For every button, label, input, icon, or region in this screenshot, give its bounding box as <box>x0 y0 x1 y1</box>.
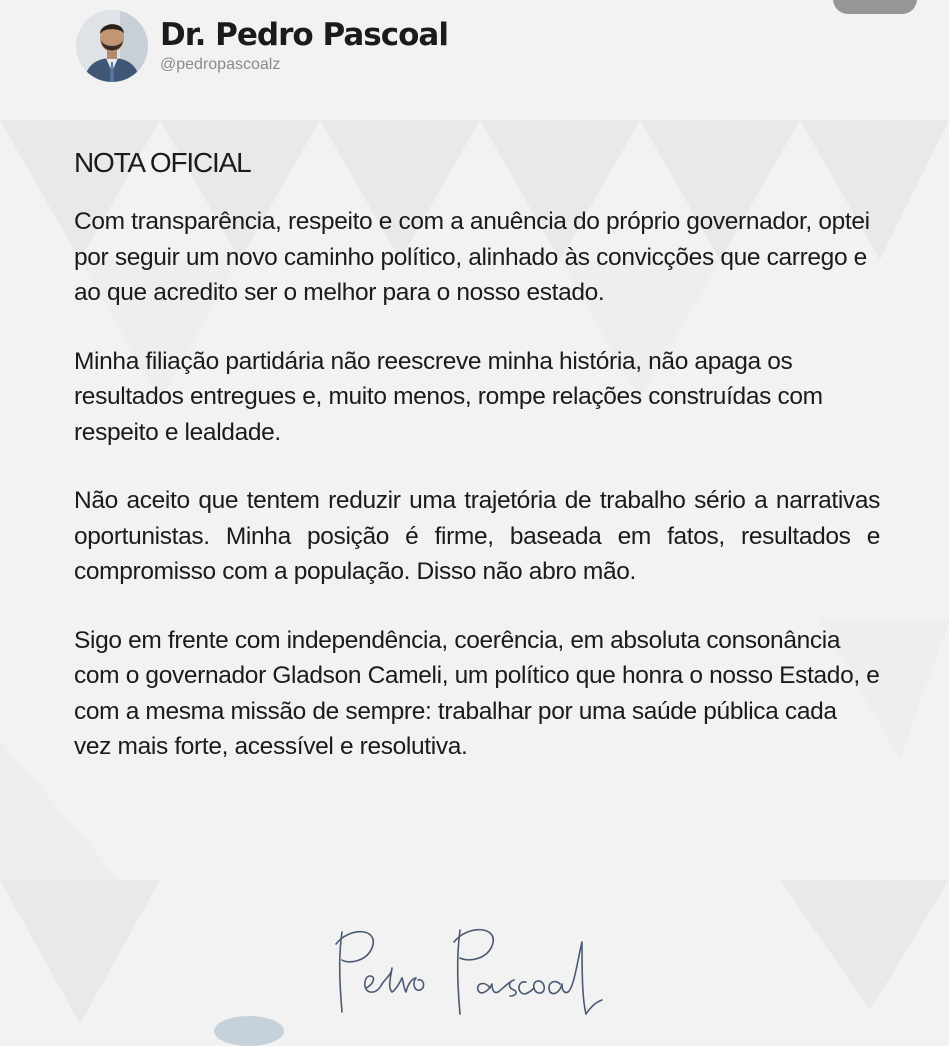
paragraph-3: Não aceito que tentem reduzir uma trajetória de trabalho sério a narrativas oportunistas. Minha posição é firme, baseada em fatos, resultados e compromisso com a população. Disso não abro mão. <box>74 487 880 585</box>
bottom-decoration <box>214 1016 284 1046</box>
paragraph-1: Com transparência, respeito e com a anuência do próprio governador, optei por seguir um novo caminho político, alinhado às convicções que carrego e ao que acredito ser o melhor para o nosso estado. <box>74 208 870 306</box>
handwritten-signature <box>320 918 630 1018</box>
author-name: Dr. Pedro Pascoal <box>160 17 448 53</box>
document-title: NOTA OFICIAL <box>74 147 251 178</box>
paragraph-4: Sigo em frente com independência, coerência, em absoluta consonância com o governador Gladson Cameli, um político que honra o nosso Estado, e com a mesma missão de sempre: trabalhar por uma saúde pública cada vez mais forte, acessível e resolutiva. <box>74 626 880 760</box>
profile-photo <box>76 10 148 82</box>
profile-header <box>76 10 448 82</box>
author-handle: @pedropascoalz <box>160 56 281 73</box>
avatar <box>76 10 148 82</box>
page-counter-pill <box>833 0 917 14</box>
statement-body <box>74 143 880 798</box>
paragraph-2: Minha filiação partidária não reescreve minha história, não apaga os resultados entregues e, muito menos, rompe relações construídas com respeito e lealdade. <box>74 347 823 446</box>
